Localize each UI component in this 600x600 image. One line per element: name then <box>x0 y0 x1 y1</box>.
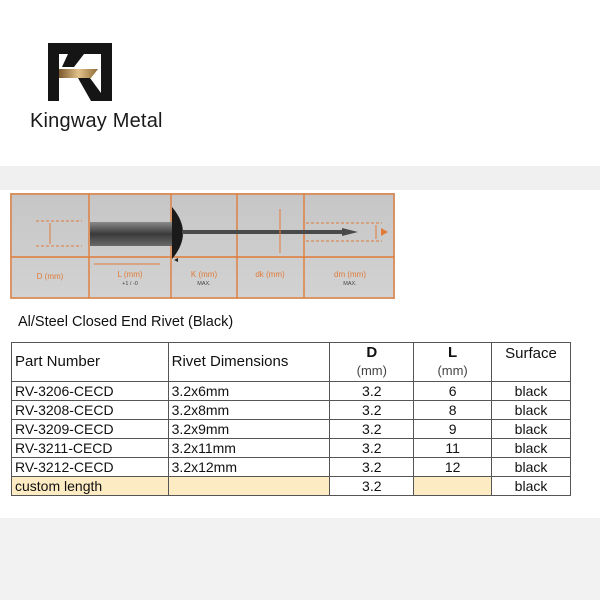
cell-l: 8 <box>414 401 492 420</box>
rivet-dimension-diagram <box>10 193 395 299</box>
brand-name: Kingway Metal <box>30 110 163 132</box>
diagram-label-dk: dk (mm) <box>255 270 285 279</box>
product-title: Al/Steel Closed End Rivet (Black) <box>18 314 234 330</box>
table-row <box>12 458 571 477</box>
cell-surface: black <box>492 382 571 401</box>
cell-dimensions: 3.2x9mm <box>168 420 330 439</box>
header-d <box>330 343 414 382</box>
cell-surface: black <box>492 458 571 477</box>
header-l-unit: (mm) <box>437 363 468 378</box>
cell-surface: black <box>492 439 571 458</box>
cell-part-number: custom length <box>12 477 169 496</box>
header-part-number: Part Number <box>12 343 169 382</box>
diagram-label-dm-max: MAX. <box>343 281 357 287</box>
cell-surface: black <box>492 477 571 496</box>
rivet-spec-table <box>11 342 571 496</box>
diagram-label-k-max: MAX. <box>197 281 211 287</box>
cell-part-number: RV-3208-CECD <box>12 401 169 420</box>
header-surface: Surface <box>492 343 571 382</box>
separator-band <box>0 166 600 190</box>
cell-d: 3.2 <box>330 458 414 477</box>
cell-part-number: RV-3211-CECD <box>12 439 169 458</box>
footer-band <box>0 518 600 600</box>
cell-l: 12 <box>414 458 492 477</box>
header-l-label: L <box>448 344 458 361</box>
cell-dimensions <box>168 477 330 496</box>
cell-l: 9 <box>414 420 492 439</box>
cell-d: 3.2 <box>330 439 414 458</box>
kingway-logo-icon <box>48 43 112 101</box>
cell-part-number: RV-3212-CECD <box>12 458 169 477</box>
cell-d: 3.2 <box>330 382 414 401</box>
table-row <box>12 439 571 458</box>
diagram-label-dm: dm (mm) <box>334 270 366 279</box>
cell-d: 3.2 <box>330 420 414 439</box>
header-rivet-dimensions: Rivet Dimensions <box>168 343 330 382</box>
cell-l: 11 <box>414 439 492 458</box>
cell-part-number: RV-3206-CECD <box>12 382 169 401</box>
diagram-label-l-tolerance: +1 / -0 <box>122 281 138 287</box>
cell-d: 3.2 <box>330 401 414 420</box>
diagram-label-l: L (mm) <box>117 270 143 279</box>
cell-dimensions: 3.2x11mm <box>168 439 330 458</box>
table-row <box>12 420 571 439</box>
cell-surface: black <box>492 420 571 439</box>
diagram-label-k: K (mm) <box>190 270 218 279</box>
table-row-custom <box>12 477 571 496</box>
header-d-unit: (mm) <box>356 363 387 378</box>
cell-l: 6 <box>414 382 492 401</box>
table-row <box>12 401 571 420</box>
cell-d: 3.2 <box>330 477 414 496</box>
table-header-row <box>12 343 571 382</box>
diagram-label-d: D (mm) <box>36 272 64 281</box>
table-row <box>12 382 571 401</box>
cell-l <box>414 477 492 496</box>
cell-dimensions: 3.2x12mm <box>168 458 330 477</box>
cell-dimensions: 3.2x8mm <box>168 401 330 420</box>
header-d-label: D <box>366 344 378 361</box>
cell-dimensions: 3.2x6mm <box>168 382 330 401</box>
cell-part-number: RV-3209-CECD <box>12 420 169 439</box>
header-l <box>414 343 492 382</box>
cell-surface: black <box>492 401 571 420</box>
